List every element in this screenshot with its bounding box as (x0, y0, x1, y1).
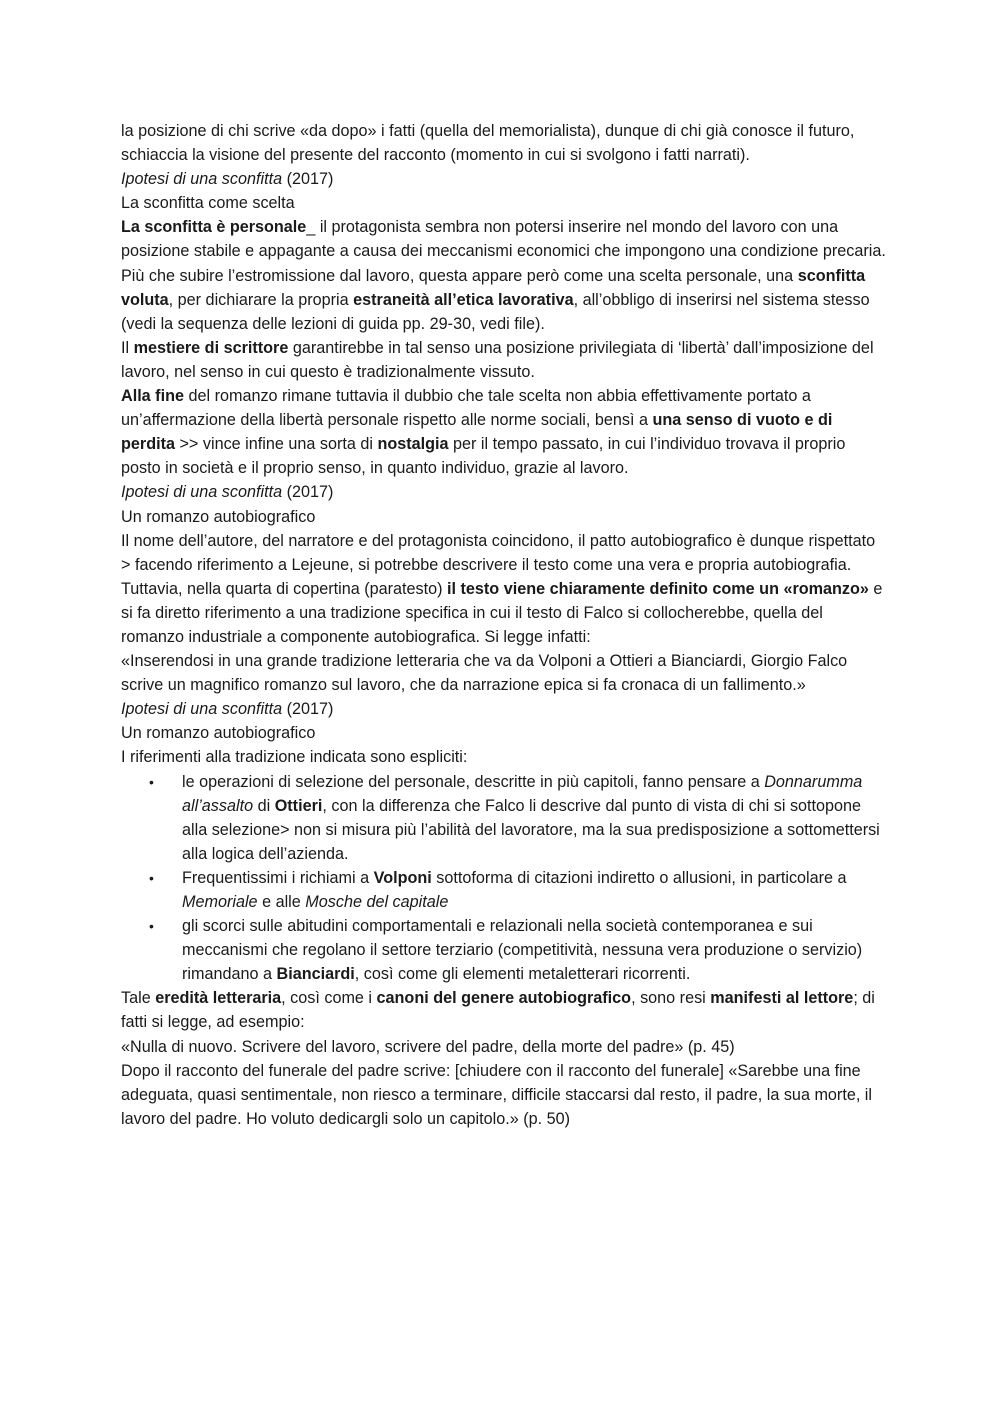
reference-list (121, 770, 886, 987)
text-run: _ il protagonista sembra non potersi inserire nel mondo del lavoro con una posizione stabile e appagante a causa dei meccanismi economici che impongono una condizione precaria. (121, 218, 886, 261)
list-item (121, 914, 886, 986)
bold-text: una senso di vuoto e di perdita (121, 411, 833, 454)
bold-text: Volponi (373, 868, 432, 887)
paragraph-a2 (121, 1035, 886, 1059)
paragraph-l11 (121, 577, 886, 649)
bold-text: sconfitta voluta (121, 266, 866, 309)
text-run: sottoforma di citazioni indiretto o allusioni, in particolare a (431, 868, 847, 887)
text-run: Il (121, 338, 134, 357)
italic-text: Ipotesi di una sconfitta (121, 483, 283, 502)
list-item (121, 866, 886, 914)
paragraph-l5 (121, 264, 886, 336)
bold-text: La sconfitta è personale (121, 218, 307, 237)
text-run: La sconfitta come scelta (121, 194, 295, 213)
paragraph-l9 (121, 505, 886, 529)
text-run: Il nome dell’autore, del narratore e del protagonista coincidono, il patto autobiografico è dunque rispettato > facendo riferimento a Lejeune, si potrebbe descrivere il testo come una vera e propria autobiografia. (121, 531, 876, 574)
bold-text: manifesti al lettore (710, 989, 854, 1008)
paragraph-l7 (121, 384, 886, 480)
paragraph-l12 (121, 649, 886, 697)
paragraph-l3 (121, 191, 886, 215)
text-run: Dopo il racconto del funerale del padre scrive: [chiudere con il racconto del funerale] «Sarebbe una fine adeguata, quasi sentimentale, non riesco a terminare, difficile staccarsi dal resto, il padre, la sua morte, il lavoro del padre. Ho voluto dedicargli solo un capitolo.» (p. 50) (121, 1061, 873, 1128)
text-run: >> vince infine una sorta di (174, 435, 378, 454)
italic-text: Ipotesi di una sconfitta (121, 700, 283, 719)
paragraph-l14 (121, 721, 886, 745)
text-run: , all’obbligo di inserirsi nel sistema stesso (vedi la sequenza delle lezioni di guida pp. 29-30, vedi file). (121, 290, 870, 333)
paragraph-l10 (121, 529, 886, 577)
text-run: «Inserendosi in una grande tradizione letteraria che va da Volponi a Ottieri a Bianciardi, Giorgio Falco scrive un magnifico romanzo sul lavoro, che da narrazione epica si fa cronaca di un fallimento.» (121, 652, 848, 695)
text-run: Tuttavia, nella quarta di copertina (paratesto) (121, 579, 448, 598)
text-run: Tale (121, 989, 156, 1008)
text-run: la posizione di chi scrive «da dopo» i fatti (quella del memorialista), dunque di chi già conosce il futuro, schiaccia la visione del presente del racconto (momento in cui si svolgono i fatti narrati). (121, 122, 855, 165)
paragraphs-top (121, 119, 886, 770)
paragraph-a3 (121, 1059, 886, 1131)
document-body (121, 119, 886, 1131)
text-run: Più che subire l’estromissione dal lavoro, questa appare però come una scelta personale, una (121, 266, 798, 285)
text-run: (2017) (282, 170, 334, 189)
text-run: e si fa diretto riferimento a una tradizione specifica in cui il testo di Falco si collocherebbe, quella del romanzo industriale a componente autobiografica. Si legge infatti: (121, 579, 883, 646)
text-run: «Nulla di nuovo. Scrivere del lavoro, scrivere del padre, della morte del padre» (p. 45) (121, 1037, 735, 1056)
paragraph-l8 (121, 480, 886, 504)
text-run: , così come i (281, 989, 377, 1008)
paragraph-l4 (121, 215, 886, 263)
text-run: Un romanzo autobiografico (121, 507, 316, 526)
bold-text: mestiere di scrittore (133, 338, 289, 357)
italic-text: Memoriale (182, 893, 258, 911)
paragraph-a1 (121, 986, 886, 1034)
bold-text: Ottieri (274, 796, 323, 815)
paragraph-l1 (121, 119, 886, 167)
text-run: (2017) (282, 483, 334, 502)
bold-text: nostalgia (377, 435, 449, 454)
text-run: (2017) (282, 700, 334, 719)
text-run: ; di fatti si legge, ad esempio: (121, 989, 875, 1032)
italic-text: Mosche del capitale (305, 893, 449, 911)
bullet-icon: • (149, 773, 154, 790)
italic-text: Ipotesi di una sconfitta (121, 170, 283, 189)
text-run: Un romanzo autobiografico (121, 724, 316, 743)
text-run: garantirebbe in tal senso una posizione privilegiata di ‘libertà’ dall’imposizione del lavoro, nel senso in cui questo è tradizionalmente vissuto. (121, 338, 874, 381)
text-run: per il tempo passato, in cui l’individuo trovava il proprio posto in società e il proprio senso, in quanto individuo, grazie al lavoro. (121, 435, 846, 478)
paragraph-l6 (121, 336, 886, 384)
text-run: , con la differenza che Falco li descrive dal punto di vista di chi si sottopone alla selezione> non si misura più l’abilità del lavoratore, ma la sua predisposizione a sottomettersi alla logica dell’azienda. (182, 796, 880, 863)
text-run: le operazioni di selezione del personale, descritte in più capitoli, fanno pensare a (182, 772, 765, 791)
text-run: di (253, 796, 275, 815)
text-run: gli scorci sulle abitudini comportamentali e relazionali nella società contemporanea e sui meccanismi che regolano il settore terziario (competitività, nessuna vera produzione o servizio) rimandano a (182, 917, 863, 984)
paragraph-l13 (121, 697, 886, 721)
bold-text: estraneità all’etica lavorativa (353, 290, 574, 309)
text-run: I riferimenti alla tradizione indicata sono espliciti: (121, 748, 468, 767)
paragraph-l15 (121, 745, 886, 769)
text-run: , così come gli elementi metaletterari ricorrenti. (354, 965, 691, 984)
text-run: , per dichiarare la propria (168, 290, 354, 309)
italic-text: Donnarumma all’assalto (182, 772, 863, 815)
list-item (121, 770, 886, 866)
text-run: del romanzo rimane tuttavia il dubbio che tale scelta non abbia effettivamente portato a un’affermazione della libertà personale rispetto alle norme sociali, bensì a (121, 387, 811, 430)
text-run: , sono resi (631, 989, 711, 1008)
bold-text: Bianciardi (276, 965, 355, 984)
bullet-icon: • (149, 918, 154, 935)
bold-text: Alla fine (121, 387, 184, 406)
bold-text: canoni del genere autobiografico (376, 989, 632, 1008)
bold-text: il testo viene chiaramente definito come un «romanzo» (447, 579, 869, 598)
text-run: e alle (257, 893, 306, 911)
paragraph-l2 (121, 167, 886, 191)
bold-text: eredità letteraria (155, 989, 282, 1008)
paragraphs-bottom (121, 986, 886, 1131)
text-run: Frequentissimi i richiami a (182, 868, 374, 887)
bullet-icon: • (149, 869, 154, 886)
